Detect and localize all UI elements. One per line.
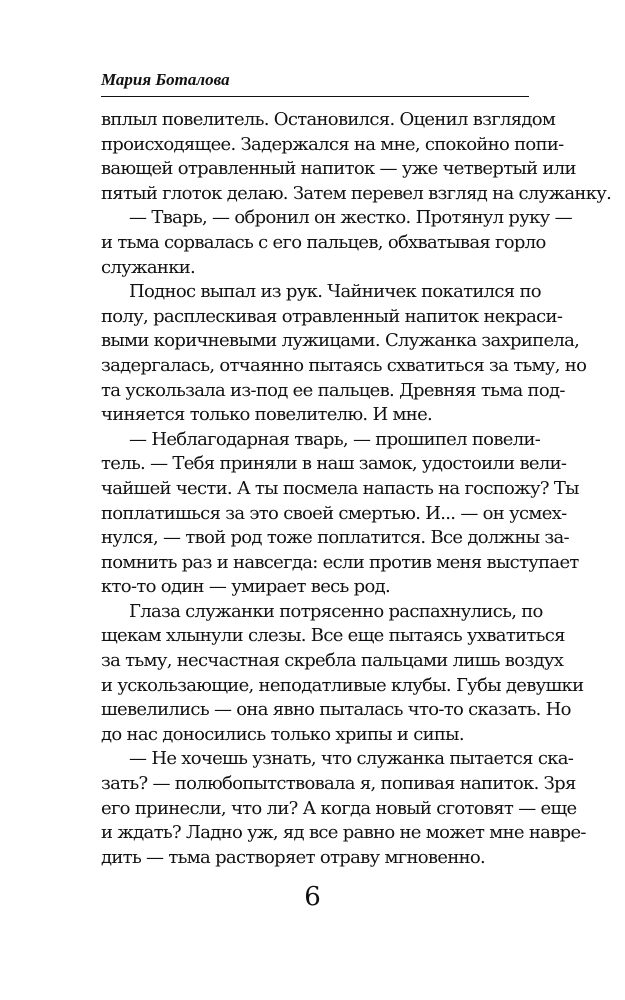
text-line: и ускользающие, неподатливые клубы. Губы девушки — [101, 674, 584, 696]
running-head-author: Мария Боталова — [101, 70, 230, 89]
text-line: до нас доносились только хрипы и сипы. — [101, 723, 464, 745]
text-line: происходящее. Задержался на мне, спокойно попи- — [101, 133, 564, 155]
text-line: нулся, — твой род тоже поплатится. Все должны за- — [101, 527, 569, 549]
text-line: Глаза служанки потрясенно распахнулись, по — [129, 600, 543, 622]
text-line: и ждать? Ладно уж, яд все равно не может мне навре- — [101, 822, 586, 844]
text-line: вающей отравленный напиток — уже четвертый или — [101, 158, 576, 180]
text-line: дить — тьма растворяет отраву мгновенно. — [101, 846, 486, 868]
text-line: вплыл повелитель. Остановился. Оценил взглядом — [101, 109, 556, 130]
text-line: полу, расплескивая отравленный напиток некраси- — [101, 305, 563, 327]
text-line: Поднос выпал из рук. Чайничек покатился по — [129, 281, 541, 303]
text-line: чайшей чести. А ты посмела напасть на госпожу? Ты — [101, 477, 579, 499]
text-line: выми коричневыми лужицами. Служанка захрипела, — [101, 330, 580, 352]
text-line: кто-то один — умирает весь род. — [101, 576, 391, 598]
page-number: 6 — [304, 882, 321, 912]
text-line: — Неблагодарная тварь, — прошипел повели- — [129, 428, 541, 450]
text-line: поплатишься за это своей смертью. И... — он усмех- — [101, 502, 567, 524]
text-line: — Не хочешь узнать, что служанка пытается ска- — [129, 748, 574, 770]
text-line: за тьму, несчастная скребла пальцами лишь воздух — [101, 650, 564, 672]
text-line: та ускользала из-под ее пальцев. Древняя тьма под- — [101, 379, 565, 401]
text-line: помнить раз и навсегда: если против меня выступает — [101, 551, 579, 573]
text-line: пятый глоток делаю. Затем перевел взгляд на служанку. — [101, 182, 612, 204]
text-line: шевелились — она явно пыталась что-то сказать. Но — [101, 699, 571, 721]
text-line: и тьма сорвалась с его пальцев, обхватывая горло — [101, 231, 546, 253]
text-line: задергалась, отчаянно пытаясь схватиться за тьму, но — [101, 354, 587, 376]
text-line: служанки. — [101, 256, 196, 278]
text-line: зать? — полюбопытствовала я, попивая напиток. Зря — [101, 773, 576, 795]
body-text — [101, 108, 612, 870]
text-line: тель. — Тебя приняли в наш замок, удостоили вели- — [101, 453, 567, 475]
text-line: чиняется только повелителю. И мне. — [101, 404, 433, 426]
text-line: — Тварь, — обронил он жестко. Протянул руку — — [129, 207, 572, 229]
text-line: щекам хлынули слезы. Все еще пытаясь ухватиться — [101, 625, 565, 647]
header-rule — [101, 96, 529, 97]
text-line: его принесли, что ли? А когда новый сготовят — еще — [101, 797, 577, 819]
